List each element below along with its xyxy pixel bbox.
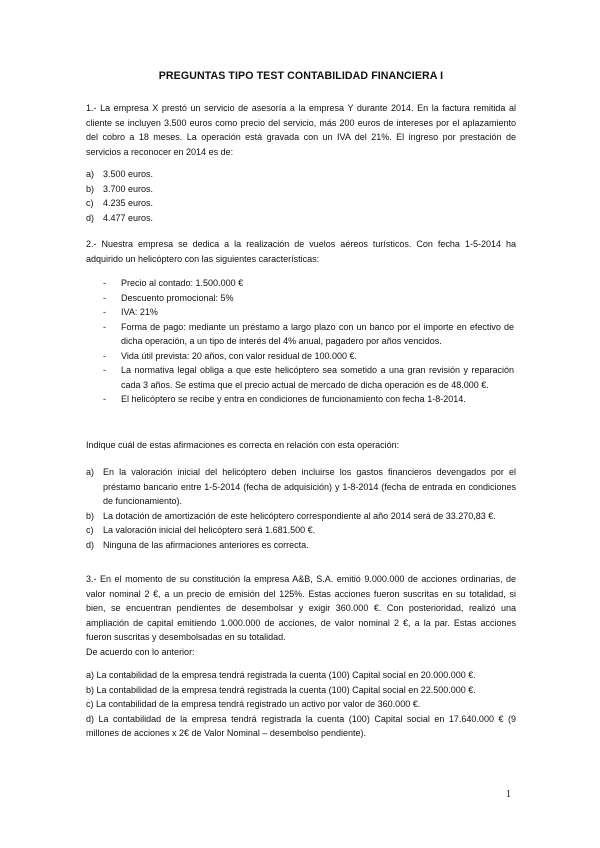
option-c: c) La valoración inicial del helicóptero será 1.681.500 €. bbox=[86, 525, 316, 535]
question-1-options bbox=[86, 167, 516, 225]
question-2-text: 2.- Nuestra empresa se dedica a la realización de vuelos aéreos turísticos. Con fecha 1-5-2014 ha adquirido un helicóptero con las siguientes características: bbox=[86, 239, 516, 264]
question-3-text: 3.- En el momento de su constitución la empresa A&B, S.A. emitió 9.000.000 de acciones ordinarias, de valor nominal 2 €, a un precio de emisión del 125%. Estas acciones fueron suscritas en su totalidad, si bien, se encuentran pendientes de desembolsar y exigir 360.000 €. Con posterioridad, realizó una ampliación de capital emitiendo 1.000.000 de acciones, de valor nominal 2 €, a la par. Estas acciones fueron suscritas y desembolsadas en su totalidad. bbox=[86, 574, 516, 642]
bullet-item: - Precio al contado: 1.500.000 € bbox=[103, 278, 244, 288]
question-2-prompt bbox=[86, 438, 516, 453]
option-a: a) La contabilidad de la empresa tendrá registrada la cuenta (100) Capital social en 20.000.000 €. bbox=[86, 670, 476, 680]
bullet-item: - Vida útil prevista: 20 años, con valor residual de 100.000 €. bbox=[103, 350, 357, 361]
option-a: a) 3.500 euros. bbox=[86, 169, 154, 179]
bullet-item: - La normativa legal obliga a que este helicóptero sea sometido a una gran revisión y reparación cada 3 años. Se estima que el precio actual de mercado de dicha operación es de 48.000 €. bbox=[103, 365, 514, 390]
document-title: PREGUNTAS TIPO TEST CONTABILIDAD FINANCIERA I bbox=[158, 70, 444, 82]
bullet-item: - Forma de pago: mediante un préstamo a largo plazo con un banco por el importe en efectivo de dicha operación, a un tipo de interés del 4% anual, pagadero por años vencidos. bbox=[103, 321, 514, 346]
option-d: d) Ninguna de las afirmaciones anteriores es correcta. bbox=[86, 539, 309, 550]
question-2-bullets bbox=[86, 276, 516, 407]
question-1 bbox=[86, 101, 516, 159]
question-1-text: 1.- La empresa X prestó un servicio de asesoría a la empresa Y durante 2014. En la factura remitida al cliente se incluyen 3.500 euros como precio del servicio, más 200 euros de intereses por el aplazamiento del cobro a 18 meses. La operación está gravada con un IVA del 21%. El ingreso por prestación de servicios a reconocer en 2014 es de: bbox=[86, 103, 516, 157]
question-3-options bbox=[86, 668, 516, 741]
option-d: d) La contabilidad de la empresa tendrá registrada la cuenta (100) Capital social en 17.640.000 € (9 millones de acciones x 2€ de Valor Nominal – desembolso pendiente). bbox=[86, 713, 516, 738]
option-b: b) La contabilidad de la empresa tendrá registrada la cuenta (100) Capital social en 22.500.000 €. bbox=[86, 684, 476, 695]
option-a: a) En la valoración inicial del helicóptero deben incluirse los gastos financieros devengados por el préstamo bancario entre 1-5-2014 (fecha de adquisición) y 1-8-2014 (fecha de entrada en condiciones de funcionamiento). bbox=[86, 467, 516, 506]
option-b: b) 3.700 euros. bbox=[86, 183, 154, 194]
page-number: 1 bbox=[506, 789, 511, 800]
question-2 bbox=[86, 237, 516, 266]
bullet-item: - Descuento promocional: 5% bbox=[103, 292, 234, 303]
option-c: c) La contabilidad de la empresa tendrá registrado un activo por valor de 360.000 €. bbox=[86, 699, 421, 709]
bullet-item: - El helicóptero se recibe y entra en condiciones de funcionamiento con fecha 1-8-2014. bbox=[103, 394, 466, 404]
question-3 bbox=[86, 572, 516, 659]
option-d: d) 4.477 euros. bbox=[86, 212, 154, 223]
question-2-options bbox=[86, 465, 516, 552]
option-c: c) 4.235 euros. bbox=[86, 198, 154, 208]
question-2-question: Indique cuál de estas afirmaciones es correcta en relación con esta operación: bbox=[86, 440, 400, 450]
question-3-lead: De acuerdo con lo anterior: bbox=[86, 646, 195, 657]
option-b: b) La dotación de amortización de este helicóptero correspondiente al año 2014 será de 33.270,83 €. bbox=[86, 510, 496, 521]
bullet-item: - IVA: 21% bbox=[103, 307, 158, 317]
